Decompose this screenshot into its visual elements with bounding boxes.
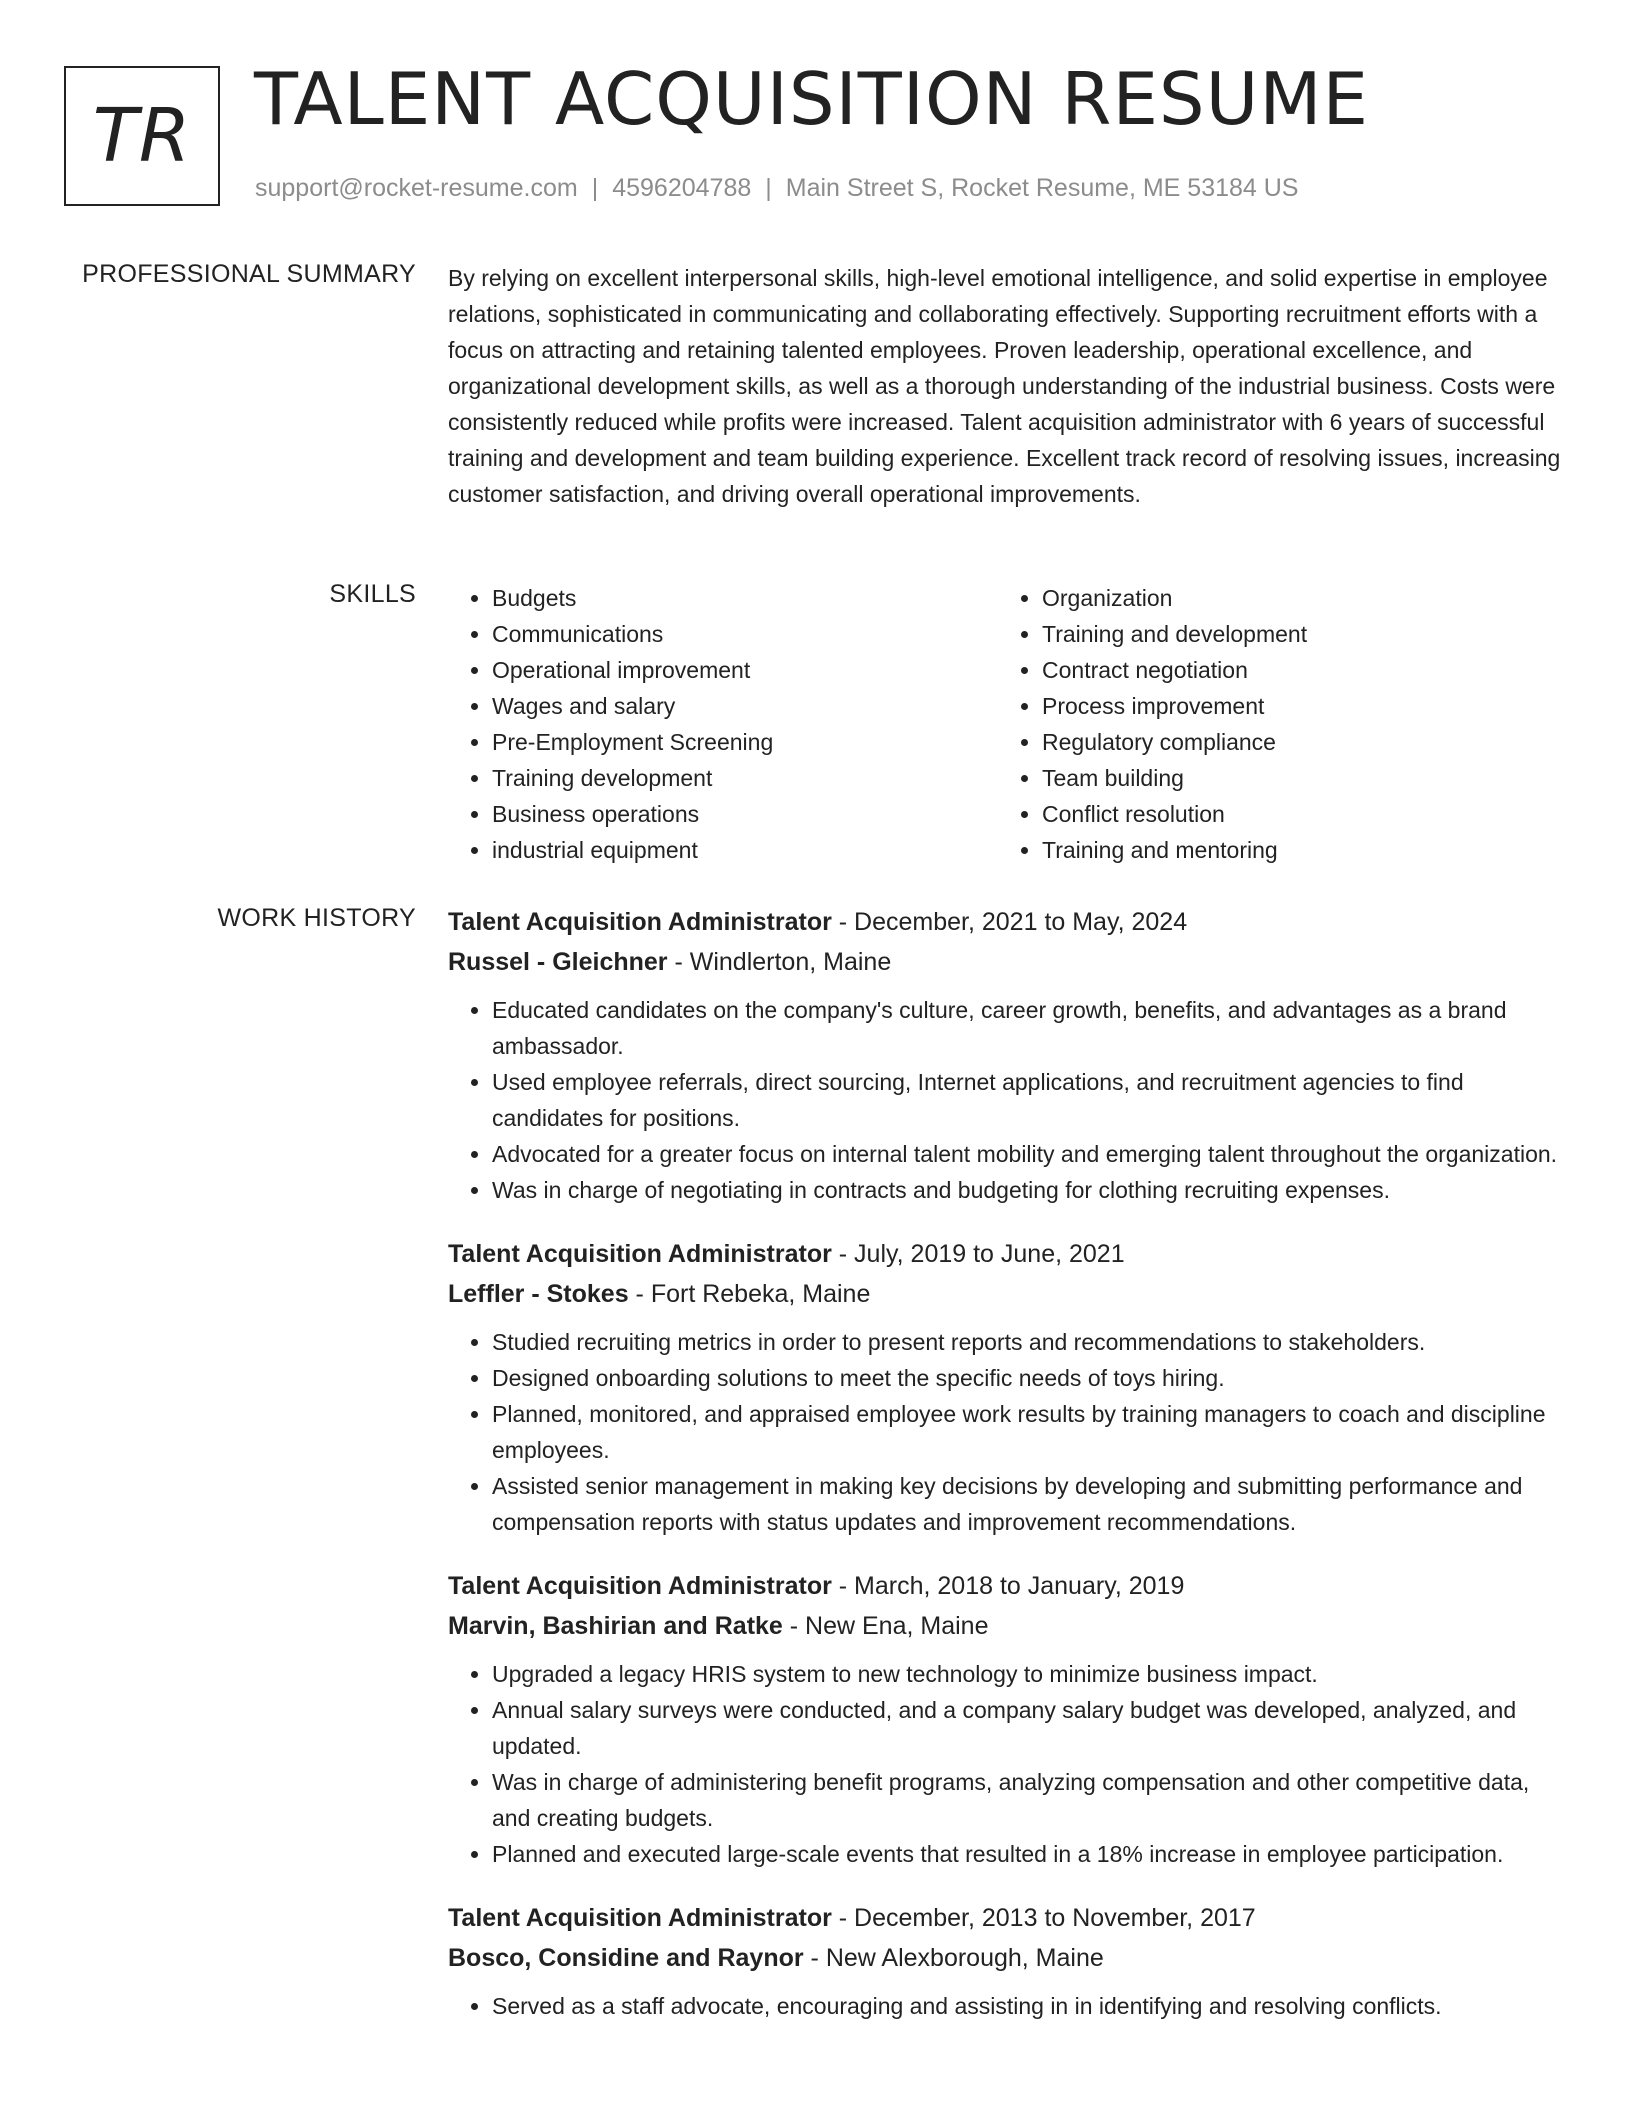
job-title-line <box>448 1566 1568 1606</box>
job-company: Bosco, Considine and Raynor <box>448 1944 804 1972</box>
skill-item: • Conflict resolution <box>1042 796 1548 832</box>
skill-item: • Process improvement <box>1042 688 1548 724</box>
contact-phone: 4596204788 <box>612 174 752 202</box>
contact-separator: | <box>765 174 772 202</box>
job-title-line <box>448 902 1568 942</box>
job-location: - New Alexborough, Maine <box>803 1944 1104 1972</box>
job-bullet: • Planned and executed large-scale events that resulted in a 18% increase in employee participation. <box>492 1836 1568 1872</box>
skill-item: • Operational improvement <box>492 652 998 688</box>
job-company: Leffler - Stokes <box>448 1280 629 1308</box>
job-entry <box>448 1566 1568 1872</box>
job-title-line <box>448 1234 1568 1274</box>
skill-item: • industrial equipment <box>492 832 998 868</box>
job-company-line <box>448 1606 1568 1646</box>
job-bullet: • Was in charge of negotiating in contracts and budgeting for clothing recruiting expenses. <box>492 1172 1568 1208</box>
job-bullet: • Planned, monitored, and appraised employee work results by training managers to coach and discipline employees. <box>492 1396 1568 1468</box>
job-bullet: • Used employee referrals, direct sourcing, Internet applications, and recruitment agencies to find candidates for positions. <box>492 1064 1568 1136</box>
job-bullets <box>448 1324 1568 1540</box>
job-location: - New Ena, Maine <box>782 1612 989 1640</box>
summary-text: By relying on excellent interpersonal skills, high-level emotional intelligence, and solid expertise in employee relations, sophisticated in communicating and collaborating effectively. Supporting recruitment efforts with a focus on attracting and retaining talented employees. Proven leadership, operational excellence, and organizational development skills, as well as a thorough understanding of the industrial business. Costs were consistently reduced while profits were increased. Talent acquisition administrator with 6 years of successful training and development and team building experience. Excellent track record of resolving issues, increasing customer satisfaction, and driving overall operational improvements. <box>448 265 1561 507</box>
job-entry <box>448 1898 1568 2024</box>
job-dates: - July, 2019 to June, 2021 <box>831 1240 1125 1268</box>
summary-content <box>448 260 1568 512</box>
skills-label: SKILLS <box>329 580 416 608</box>
monogram-box <box>64 66 220 206</box>
skill-item: • Communications <box>492 616 998 652</box>
job-company-line <box>448 942 1568 982</box>
job-bullet: • Upgraded a legacy HRIS system to new technology to minimize business impact. <box>492 1656 1568 1692</box>
skills-content <box>448 580 1568 868</box>
skill-item: • Training and mentoring <box>1042 832 1548 868</box>
skills-list-right <box>998 580 1548 868</box>
skill-item: • Team building <box>1042 760 1548 796</box>
skill-item: • Organization <box>1042 580 1548 616</box>
skill-item: • Contract negotiation <box>1042 652 1548 688</box>
job-dates: - March, 2018 to January, 2019 <box>831 1572 1185 1600</box>
job-bullet: • Studied recruiting metrics in order to present reports and recommendations to stakeholders. <box>492 1324 1568 1360</box>
job-bullet: • Advocated for a greater focus on internal talent mobility and emerging talent throughout the organization. <box>492 1136 1568 1172</box>
job-title-line <box>448 1898 1568 1938</box>
job-bullets <box>448 1988 1568 2024</box>
skill-item: • Wages and salary <box>492 688 998 724</box>
job-bullets <box>448 1656 1568 1872</box>
skill-item: • Budgets <box>492 580 998 616</box>
job-location: - Fort Rebeka, Maine <box>628 1280 871 1308</box>
job-bullet: • Annual salary surveys were conducted, and a company salary budget was developed, analyzed, and updated. <box>492 1692 1568 1764</box>
skill-item: • Training and development <box>1042 616 1548 652</box>
job-entry <box>448 902 1568 1208</box>
skill-item: • Training development <box>492 760 998 796</box>
resume-title: TALENT ACQUISITION RESUME <box>254 57 1369 141</box>
job-location: - Windlerton, Maine <box>667 948 892 976</box>
job-title: Talent Acquisition Administrator <box>448 1240 832 1268</box>
job-entry <box>448 1234 1568 1540</box>
skill-item: • Regulatory compliance <box>1042 724 1548 760</box>
contact-separator: | <box>591 174 599 202</box>
job-company: Russel - Gleichner <box>448 948 668 976</box>
contact-email: support@rocket-resume.com <box>255 174 578 202</box>
job-title: Talent Acquisition Administrator <box>448 1572 832 1600</box>
job-bullet: • Served as a staff advocate, encouraging and assisting in in identifying and resolving conflicts. <box>492 1988 1568 2024</box>
job-title: Talent Acquisition Administrator <box>448 908 832 936</box>
job-dates: - December, 2021 to May, 2024 <box>831 908 1188 936</box>
job-dates: - December, 2013 to November, 2017 <box>831 1904 1256 1932</box>
job-bullet: • Was in charge of administering benefit programs, analyzing compensation and other competitive data, and creating budgets. <box>492 1764 1568 1836</box>
summary-label: PROFESSIONAL SUMMARY <box>82 260 416 288</box>
skill-item: • Pre-Employment Screening <box>492 724 998 760</box>
job-company-line <box>448 1274 1568 1314</box>
skill-item: • Business operations <box>492 796 998 832</box>
job-bullet: • Assisted senior management in making key decisions by developing and submitting performance and compensation reports with status updates and improvement recommendations. <box>492 1468 1568 1540</box>
job-bullets <box>448 992 1568 1208</box>
monogram-initials: TR <box>92 93 192 179</box>
job-company: Marvin, Bashirian and Ratke <box>448 1612 783 1640</box>
job-bullet: • Educated candidates on the company's culture, career growth, benefits, and advantages as a brand ambassador. <box>492 992 1568 1064</box>
work-label: WORK HISTORY <box>217 904 416 932</box>
work-content <box>448 902 1568 2050</box>
contact-address: Main Street S, Rocket Resume, ME 53184 US <box>785 174 1299 202</box>
job-bullet: • Designed onboarding solutions to meet the specific needs of toys hiring. <box>492 1360 1568 1396</box>
job-company-line <box>448 1938 1568 1978</box>
skills-list-left <box>448 580 998 868</box>
contact-line <box>255 174 1299 203</box>
job-title: Talent Acquisition Administrator <box>448 1904 832 1932</box>
